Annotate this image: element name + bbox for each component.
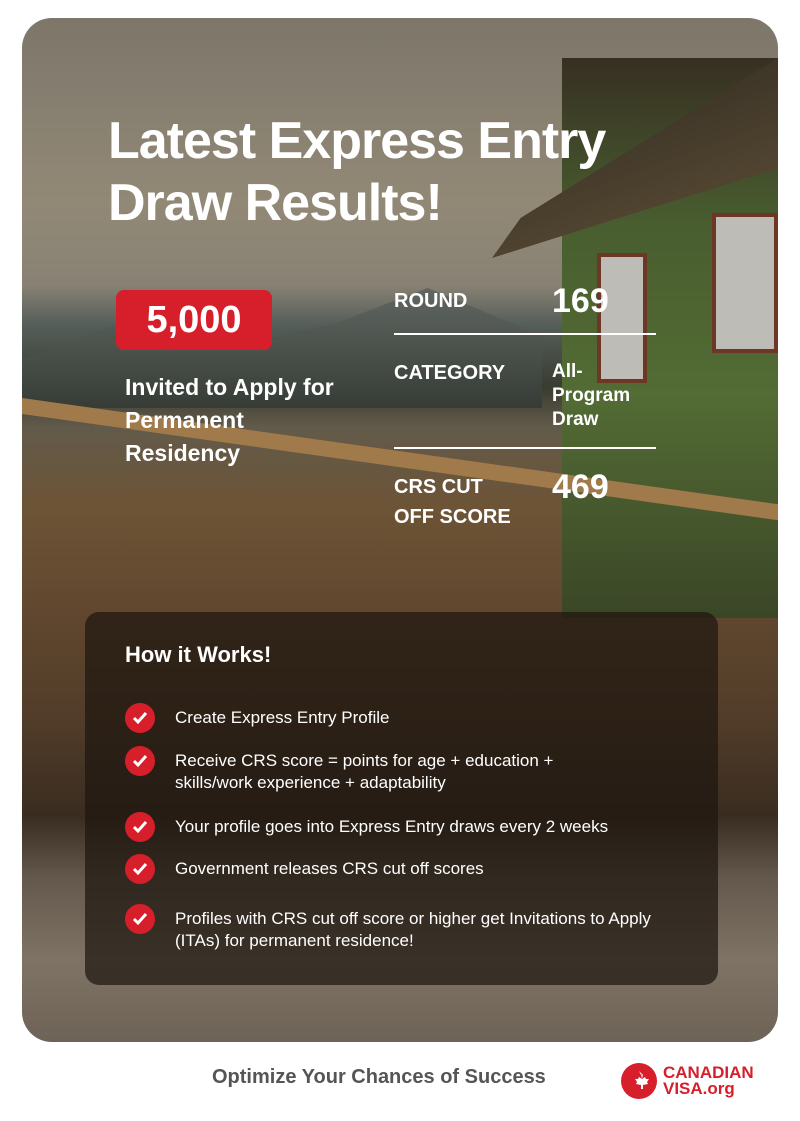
- step-item: [125, 816, 695, 842]
- checkmark-icon: [125, 904, 155, 934]
- step-text: Profiles with CRS cut off score or higher get Invitations to Apply (ITAs) for permanent residence!: [175, 909, 651, 950]
- crs-value: 469: [552, 468, 609, 506]
- checkmark-icon: [125, 746, 155, 776]
- step-item: [125, 858, 695, 884]
- footer-tagline: Optimize Your Chances of Success: [212, 1066, 546, 1088]
- crs-label: CRS CUT OFF SCORE: [394, 476, 511, 528]
- step-item: [125, 707, 695, 733]
- title-line: Latest Express Entry: [108, 112, 606, 170]
- canadianvisa-logo[interactable]: [621, 1063, 754, 1099]
- checkmark-icon: [125, 812, 155, 842]
- invited-count-badge: 5,000: [116, 290, 272, 350]
- logo-text: VISA.org: [663, 1079, 735, 1098]
- category-value: All-Program Draw: [552, 361, 631, 430]
- round-value: 169: [552, 282, 609, 320]
- divider: [394, 333, 656, 335]
- page-title: [108, 110, 605, 234]
- divider: [394, 447, 656, 449]
- step-text: Receive CRS score = points for age + education + skills/work experience + adaptability: [175, 751, 554, 792]
- how-it-works-title: How it Works!: [125, 642, 272, 667]
- category-label: CATEGORY: [394, 362, 506, 384]
- step-item: [125, 750, 635, 794]
- checkmark-icon: [125, 703, 155, 733]
- step-text: Create Express Entry Profile: [175, 708, 390, 727]
- maple-leaf-icon: [621, 1063, 657, 1099]
- step-text: Government releases CRS cut off scores: [175, 859, 484, 878]
- step-item: [125, 908, 675, 952]
- logo-text: CANADIAN: [663, 1063, 754, 1082]
- invited-text: Invited to Apply for Permanent Residency: [125, 374, 334, 466]
- step-text: Your profile goes into Express Entry draws every 2 weeks: [175, 817, 609, 836]
- checkmark-icon: [125, 854, 155, 884]
- round-label: ROUND: [394, 290, 468, 312]
- title-line: Draw Results!: [108, 174, 442, 232]
- poster-card: [22, 18, 778, 1042]
- how-it-works-panel: [85, 612, 718, 985]
